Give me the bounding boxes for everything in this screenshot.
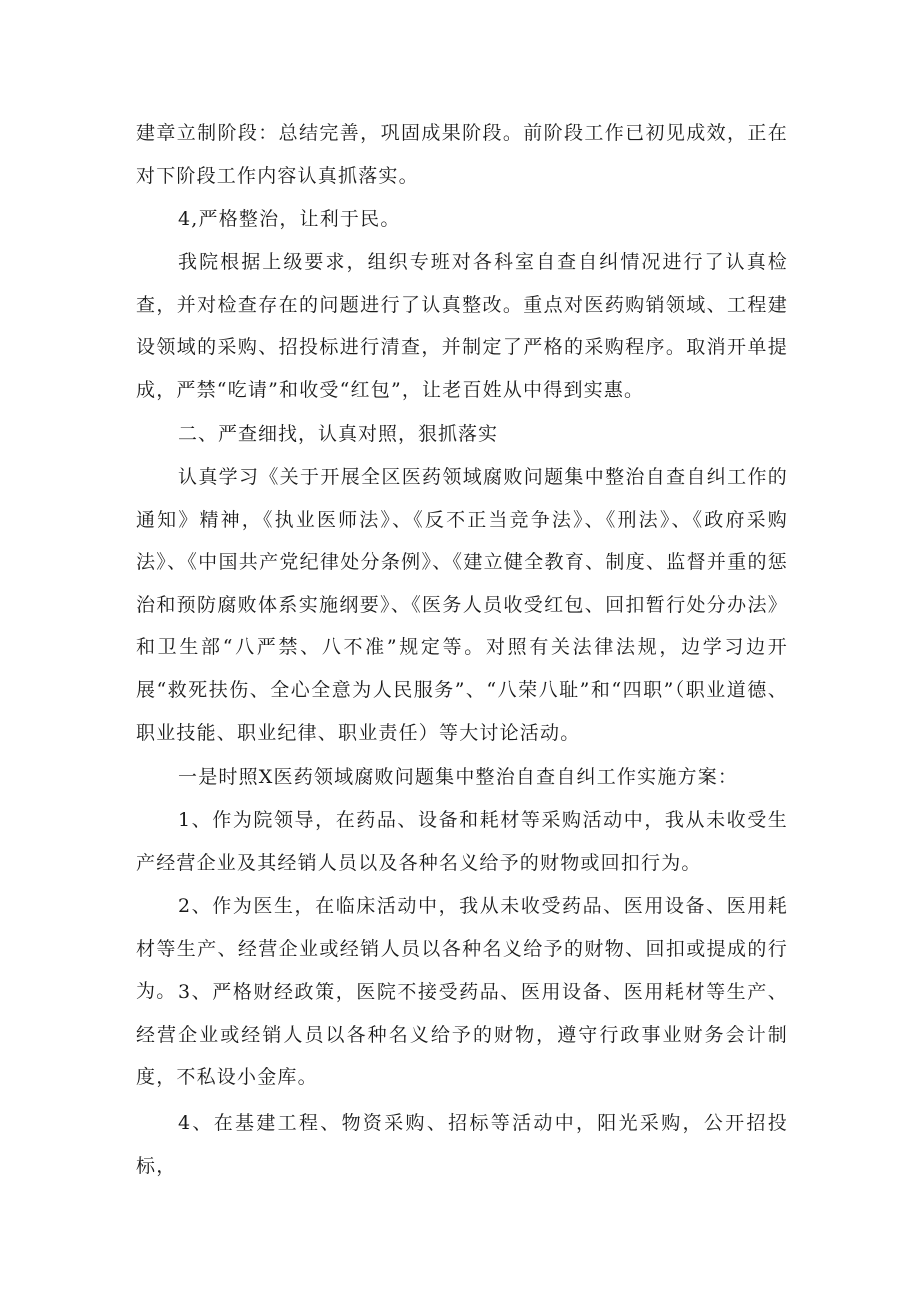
paragraph-inspection: 我院根据上级要求，组织专班对各科室自查自纠情况进行了认真检查，并对检查存在的问题进行了认真整改。重点对医药购销领域、工程建设领域的采购、招投标进行清查，并制定了严格的采购程序。取消开单提成，严禁“吃请”和收受“红包”，让老百姓从中得到实惠。 <box>136 251 788 401</box>
paragraph-plan-intro: 一是时照X医药领域腐败问题集中整治自查自纠工作实施方案： <box>178 766 739 788</box>
section-heading: 二、严查细找，认真对照，狠抓落实 <box>178 423 499 445</box>
paragraph-stage-summary: 建章立制阶段：总结完善，巩固成果阶段。前阶段工作已初见成效，正在对下阶段工作内容认真抓落实。 <box>136 122 788 187</box>
paragraph-item-4: 4、在基建工程、物资采购、招标等活动中，阳光采购，公开招投标， <box>136 1112 788 1177</box>
paragraph-item-2: 2、作为医生，在临床活动中，我从未收受药品、医用设备、医用耗材等生产、经营企业或经销人员以各种名义给予的财物、回扣或提成的行为。 <box>136 895 788 1003</box>
paragraph-item-3: 3、严格财经政策，医院不接受药品、医用设备、医用耗材等生产、经营企业或经销人员以各种名义给予的财物，遵守行政事业财务会计制度，不私设小金库。 <box>136 981 788 1089</box>
paragraph-item-1: 1、作为院领导，在药品、设备和耗材等采购活动中，我从未收受生产经营企业及其经销人员以及各种名义给予的财物或回扣行为。 <box>136 809 788 874</box>
paragraph-study: 认真学习《关于开展全区医药领域腐败问题集中整治自查自纠工作的通知》精神，《执业医师法》、《反不正当竞争法》、《刑法》、《政府采购法》、《中国共产党纪律处分条例》、《建立健全教育、制度、监督并重的惩治和预防腐败体系实施纲要》、《医务人员收受红包、回扣暂行处分办法》和卫生部“八严禁、八不准”规定等。对照有关法律法规，边学习边开展“救死扶伤、全心全意为人民服务”、“八荣八耻”和“四职”（职业道德、职业技能、职业纪律、职业责任）等大讨论活动。 <box>136 466 788 744</box>
paragraph-item-4-title: 4,严格整治，让利于民。 <box>178 208 401 230</box>
